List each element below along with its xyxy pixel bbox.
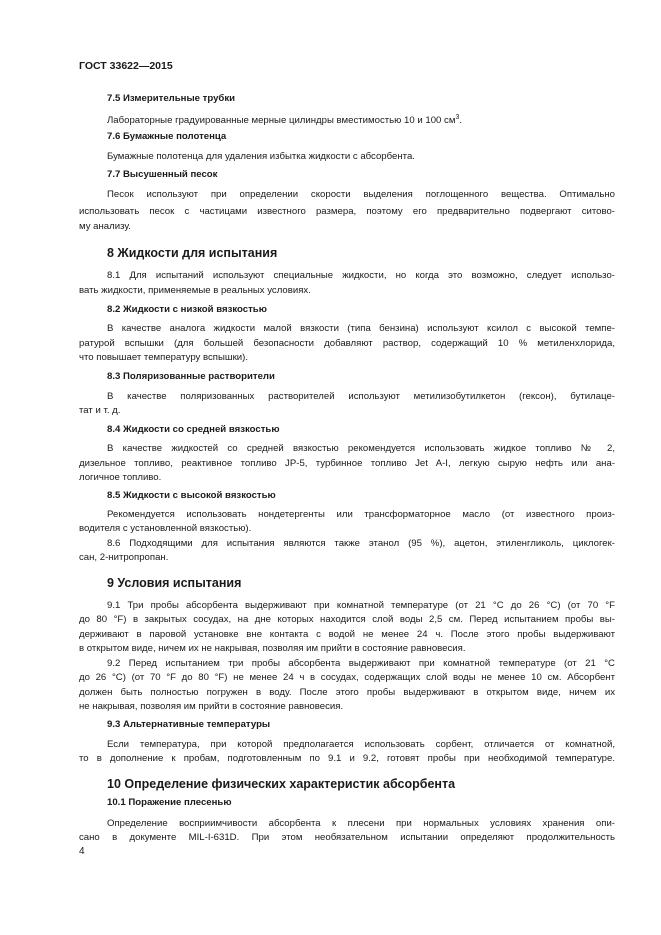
- paragraph-line: В качестве жидкостей со средней вязкостью рекомендуется использовать жидкое топливо № 2,: [107, 443, 615, 454]
- document-header: ГОСТ 33622—2015: [79, 60, 173, 72]
- section-10-1-title: 10.1 Поражение плесенью: [107, 797, 232, 808]
- paragraph-line: не накрывая, позволяя им прийти в состояние равновесия.: [79, 701, 344, 712]
- period: .: [459, 115, 463, 127]
- paragraph-line: В качестве аналога жидкости малой вязкости (типа бензина) используют ксилол с высокой темпе-: [107, 323, 615, 334]
- paragraph-line: 9.2 Перед испытанием три пробы абсорбента выдерживают при комнатной температуре (от 21 °С: [107, 658, 615, 669]
- section-8-4-title: 8.4 Жидкости со средней вязкостью: [107, 424, 280, 435]
- paragraph-line: до 26 °С) (от 70 °F до 80 °F) не менее 24 ч в сосудах, содержащих слой воды не менее 10 см. Абсорбент: [79, 672, 615, 683]
- paragraph-line: В качестве поляризованных растворителей используют метилизобутилкетон (гексон), бутилаце-: [107, 391, 615, 402]
- section-7-6-title: 7.6 Бумажные полотенца: [107, 131, 227, 142]
- section-8-3-title: 8.3 Поляризованные растворители: [107, 371, 275, 382]
- section-7-7-title: 7.7 Высушенный песок: [107, 169, 218, 180]
- section-9-3-title: 9.3 Альтернативные температуры: [107, 719, 271, 730]
- paragraph-line: сано в документе MIL-I-631D. При этом необязательном испытании определяют продолжительность: [79, 832, 615, 843]
- section-7-5-title: 7.5 Измерительные трубки: [107, 93, 236, 104]
- paragraph-line: логичное топливо.: [79, 472, 162, 483]
- paragraph-line: дизельное топливо, реактивное топливо JP-5, турбинное топливо Jet A-I, легкую сырую нефть или ана-: [79, 458, 615, 469]
- paragraph-line: тат и т. д.: [79, 405, 121, 416]
- paragraph-line: 9.1 Три пробы абсорбента выдерживают при комнатной температуре (от 21 °С до 26 °С) (от 70 °F: [107, 600, 615, 611]
- paragraph-line: му анализу.: [79, 221, 131, 232]
- paragraph-line: водителя с установленной вязкостью).: [79, 523, 252, 534]
- paragraph-line: до 80 °F) в закрытых сосудах, на дне которых находится слой воды 2,5 см. Перед испытанием пробы вы-: [79, 614, 615, 625]
- section-8-2-title: 8.2 Жидкости с низкой вязкостью: [107, 304, 267, 315]
- paragraph-line: 8.1 Для испытаний используют специальные жидкости, но когда это возможно, следует использо-: [107, 270, 615, 281]
- paragraph-line: Если температура, при которой предполагается использовать сорбент, отличается от комнатной,: [107, 739, 615, 750]
- paragraph-line: Песок используют при определении скорости выделения поглощенного вещества. Оптимально: [107, 189, 615, 200]
- section-8-heading: 8 Жидкости для испытания: [107, 246, 278, 260]
- paragraph-line: что повышает температуру вспышки).: [79, 352, 248, 363]
- paragraph-line: использовать песок с частицами известного размера, поэтому его предварительно подвергают ситово-: [79, 206, 615, 217]
- section-9-heading: 9 Условия испытания: [107, 576, 242, 590]
- paragraph-line: должен быть полностью погружен в воду. После этого пробы выдерживают в открытом виде, ничем их: [79, 687, 615, 698]
- page-number: 4: [79, 846, 85, 857]
- section-10-heading: 10 Определение физических характеристик абсорбента: [107, 777, 456, 791]
- section-8-5-title: 8.5 Жидкости с высокой вязкостью: [107, 490, 276, 501]
- paragraph-line: то в дополнение к пробам, подготовленным по 9.1 и 9.2, готовят пробы при необходимой температуре.: [79, 753, 615, 764]
- section-7-5-text: [107, 112, 615, 127]
- paragraph-line: вать жидкости, применяемые в реальных условиях.: [79, 285, 311, 296]
- paragraph-line: держивают в паровой установке вне контакта с водой не менее 24 ч. После этого пробы выдерживают: [79, 629, 615, 640]
- paragraph-line: ратурой вспышки (для большей безопасности добавляют раствор, содержащий 10 % метиленхлорида,: [79, 338, 615, 349]
- paragraph-line: в открытом виде, ничем их не накрывая, позволяя им прийти в состояние равновесия.: [79, 643, 466, 654]
- paragraph-line: Рекомендуется использовать нондетергенты или трансформаторное масло (от известного произ-: [107, 509, 615, 520]
- paragraph-line: 8.6 Подходящими для испытания являются также этанол (95 %), ацетон, этиленгликоль, циклогек-: [107, 538, 615, 549]
- paragraph-line: Определение восприимчивости абсорбента к плесени при нормальных условиях хранения опи-: [107, 818, 615, 829]
- paragraph-line: сан, 2-нитропропан.: [79, 552, 169, 563]
- section-7-5-line: Лабораторные градуированные мерные цилиндры вместимостью 10 и 100 см: [107, 115, 456, 127]
- section-7-6-text: Бумажные полотенца для удаления избытка жидкости с абсорбента.: [107, 151, 415, 162]
- superscript: 3: [455, 114, 460, 121]
